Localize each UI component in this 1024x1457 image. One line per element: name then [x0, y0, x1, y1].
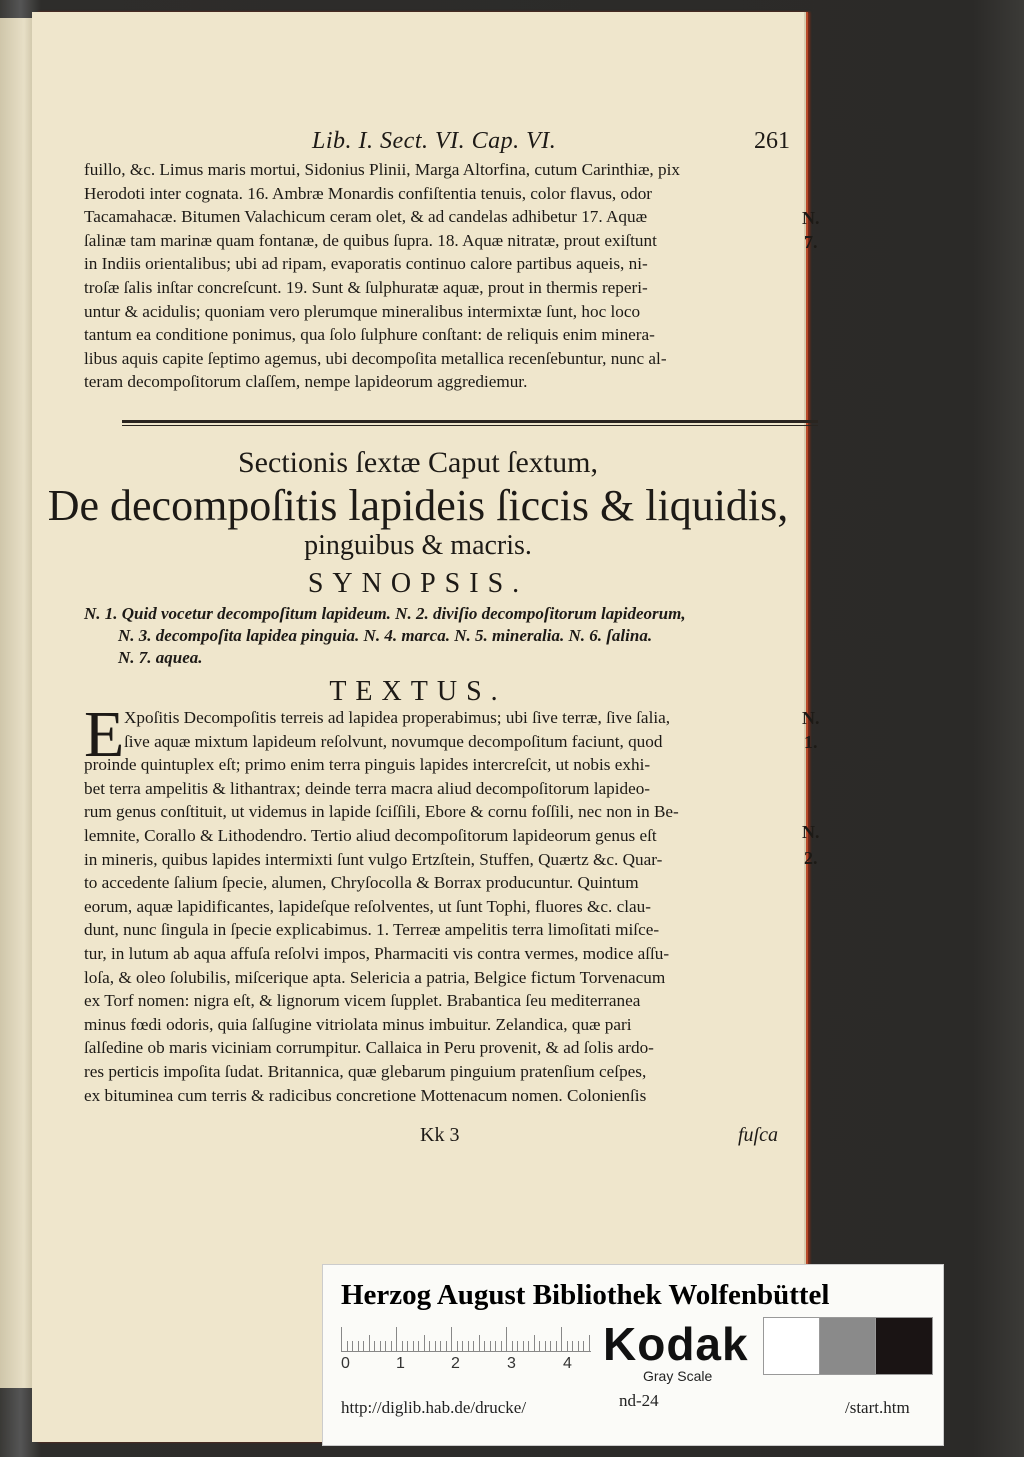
margin-note: N.: [802, 708, 820, 728]
text-line: eorum, aquæ lapidificantes, lapideſque reſolventes, ut ſunt Tophi, fluores &c. clau-: [84, 896, 651, 916]
synopsis-line: N. 7. aquea.: [118, 648, 203, 667]
ruler-tick: [578, 1341, 579, 1351]
ruler-tick: [528, 1341, 529, 1351]
gray-swatch-white: [763, 1317, 821, 1375]
text-line: Xpoſitis Decompoſitis terreis ad lapidea properabimus; ubi ſive terræ, ſive ſalia,: [124, 708, 671, 727]
ruler-tick: [462, 1341, 463, 1351]
library-label: [322, 1264, 944, 1446]
ruler-tick: [534, 1335, 535, 1351]
gray-scale-label: Gray Scale: [643, 1368, 713, 1384]
kodak-logo: Kodak: [603, 1318, 749, 1370]
ruler-tick: [501, 1341, 502, 1351]
ruler-tick: [402, 1341, 403, 1351]
ruler-tick: [380, 1341, 381, 1351]
text-line: in mineris, quibus lapides intermixti ſunt vulgo Ertzſtein, Stuffen, Quærtz &c. Quar-: [84, 849, 663, 869]
ruler-tick: [567, 1341, 568, 1351]
ruler-tick: [523, 1341, 524, 1351]
chapter-title: De decompoſitis lapideis ſiccis & liquidis,: [47, 481, 789, 530]
ruler-number: 1: [396, 1355, 405, 1372]
text-line: bet terra ampelitis & lithantrax; deinde terra macra aliud decompoſitorum lapideo-: [84, 778, 651, 798]
text-line: ex Torf nomen: nigra eſt, & lignorum vicem ſupplet. Brabantica ſeu mediterranea: [84, 991, 641, 1011]
text-line: proinde quintuplex eſt; primo enim terra pinguis lapides intercreſcit, ut nobis exhi-: [84, 755, 651, 775]
ruler-tick: [490, 1341, 491, 1351]
text-line: rum genus conſtituit, ut videmus in lapide ſciſſili, Ebore & cornu foſſili, nec non in Be-: [84, 802, 679, 822]
drop-capital: E: [84, 698, 125, 771]
ruler-tick: [556, 1341, 557, 1351]
gray-swatch-black: [875, 1317, 933, 1375]
margin-note: 1.: [804, 732, 818, 752]
ruler-tick: [545, 1341, 546, 1351]
ruler-tick: [352, 1341, 353, 1351]
ruler-tick: [550, 1341, 551, 1351]
ruler-tick: [517, 1341, 518, 1351]
margin-note: N.: [802, 208, 820, 228]
ruler-tick: [440, 1341, 441, 1351]
ruler-tick: [495, 1341, 496, 1351]
text-line: ſalinæ tam marinæ quam fontanæ, de quibus ſupra. 18. Aquæ nitratæ, prout exiſtunt: [84, 230, 657, 250]
ruler-tick: [413, 1341, 414, 1351]
ruler-tick: [424, 1335, 425, 1351]
text-line: dunt, nunc ſingula in ſpecie explicabimus. 1. Terreæ ampelitis terra limoſitati miſce-: [84, 920, 660, 940]
text-line: troſæ ſalis inſtar concreſcunt. 19. Sunt & ſulphuratæ aquæ, prout in thermis reperi-: [84, 277, 648, 297]
ruler-tick: [347, 1341, 348, 1351]
text-line: tur, in lutum ab aqua affuſa reſolvi impos, Pharmaciti vis contra vermes, modice aſſu-: [84, 943, 670, 963]
margin-note: 2.: [804, 848, 818, 868]
ruler-tick: [506, 1327, 507, 1351]
document-id: nd-24: [619, 1391, 659, 1410]
text-line: libus aquis capite ſeptimo agemus, ubi decompoſita metallica recenſebuntur, nunc al-: [84, 348, 667, 368]
library-name: Herzog August Bibliothek Wolfenbüttel: [341, 1279, 830, 1311]
ruler-tick: [374, 1341, 375, 1351]
ruler-number: 4: [563, 1355, 572, 1372]
section-rule: [122, 420, 818, 423]
synopsis-title: SYNOPSIS.: [307, 568, 529, 599]
ruler-tick: [468, 1341, 469, 1351]
text-line: untur & acidulis; quoniam vero plerumque mineralibus intermixtæ ſunt, hoc loco: [84, 301, 641, 321]
text-line: loſa, & oleo ſolubilis, miſcerique apta. Selericia a patria, Belgice fictum Torvenacum: [84, 967, 666, 987]
ruler-tick: [561, 1327, 562, 1351]
ruler-tick: [512, 1341, 513, 1351]
ruler-tick: [429, 1341, 430, 1351]
gray-swatch-mid: [819, 1317, 877, 1375]
synopsis-line: N. 3. decompoſita lapidea pinguia. N. 4. marca. N. 5. mineralia. N. 6. ſalina.: [118, 626, 653, 645]
ruler-tick: [479, 1335, 480, 1351]
ruler-tick: [484, 1341, 485, 1351]
ruler-tick: [341, 1327, 342, 1351]
ruler-number: 2: [451, 1355, 460, 1372]
ruler-tick: [572, 1341, 573, 1351]
ruler-number: 0: [341, 1355, 350, 1372]
margin-note: 7.: [804, 232, 818, 252]
running-head-title: Lib. I. Sect. VI. Cap. VI.: [312, 128, 557, 154]
text-line: ſive aquæ mixtum lapideum reſolvunt, novumque decompoſitum faciunt, quod: [124, 731, 663, 751]
running-head: [32, 122, 804, 162]
ruler-tick: [418, 1341, 419, 1351]
text-line: in Indiis orientalibus; ubi ad ripam, evaporatis continuo calore partibus aqueis, ni-: [84, 254, 648, 274]
text-line: to accedente ſalium ſpecie, alumen, Chryſocolla & Borrax producuntur. Quintum: [84, 873, 639, 893]
margin-note: N.: [802, 822, 820, 842]
ruler-tick: [407, 1341, 408, 1351]
ruler-tick: [583, 1341, 584, 1351]
text-line: fuillo, &c. Limus maris mortui, Sidonius Plinii, Marga Altorfina, cutum Carinthiæ, pix: [84, 160, 680, 179]
measure-ruler: [341, 1325, 591, 1352]
ruler-tick: [385, 1341, 386, 1351]
ruler-tick: [446, 1341, 447, 1351]
ruler-tick: [435, 1341, 436, 1351]
ruler-tick: [457, 1341, 458, 1351]
ruler-tick: [451, 1327, 452, 1351]
ruler-tick: [396, 1327, 397, 1351]
book-page: [32, 12, 820, 1442]
signature-mark: Kk 3: [420, 1124, 460, 1146]
url-suffix: /start.htm: [845, 1398, 910, 1417]
text-line: minus fœdi odoris, quia ſalſugine vitriolata minus imbuitur. Zelandica, quæ pari: [84, 1014, 632, 1034]
text-line: Herodoti inter cognata. 16. Ambræ Monardis confiſtentia tenuis, color flavus, odor: [84, 183, 653, 203]
synopsis-line: N. 1. Quid vocetur decompoſitum lapideum. N. 2. diviſio decompoſitorum lapideorum,: [84, 604, 686, 623]
text-line: ſalſedine ob maris viciniam corrumpitur. Callaica in Peru provenit, & ad ſolis ardo-: [84, 1038, 654, 1058]
text-line: tantum ea conditione ponimus, qua ſolo ſulphure conſtant: de reliquis enim minera-: [84, 325, 655, 345]
page-number: 261: [754, 128, 790, 154]
ruler-tick: [358, 1341, 359, 1351]
chapter-heading: Sectionis ſextæ Caput ſextum,: [238, 446, 598, 479]
textus-title: TEXTUS.: [329, 676, 507, 707]
ruler-tick: [369, 1335, 370, 1351]
text-line: res perticis impoſita ſudat. Britannica, quæ glebarum pinguium pratenſium ceſpes,: [84, 1061, 647, 1081]
ruler-number: 3: [507, 1355, 516, 1372]
ruler-tick: [391, 1341, 392, 1351]
text-line: Tacamahacæ. Bitumen Valachicum ceram olet, & ad candelas adhibetur 17. Aquæ: [84, 207, 648, 227]
ruler-tick: [539, 1341, 540, 1351]
textus-body: [84, 706, 790, 1107]
ruler-tick: [589, 1335, 590, 1351]
ruler-tick: [363, 1341, 364, 1351]
chapter-subtitle: pinguibus & macris.: [304, 530, 532, 561]
text-line: teram decompoſitorum claſſem, nempe lapideorum aggrediemur.: [84, 372, 528, 392]
url-prefix: http://diglib.hab.de/drucke/: [341, 1398, 527, 1417]
catchword: fuſca: [738, 1124, 778, 1146]
section-rule-thin: [122, 425, 818, 426]
text-line: lemnite, Corallo & Lithodendro. Tertio aliud decompoſitorum lapideorum genus eſt: [84, 825, 657, 845]
paragraph-continuation: [84, 158, 790, 394]
ruler-tick: [473, 1341, 474, 1351]
text-line: ex bituminea cum terris & radicibus concretione Mottenacum nomen. Colonienſis: [84, 1085, 647, 1105]
